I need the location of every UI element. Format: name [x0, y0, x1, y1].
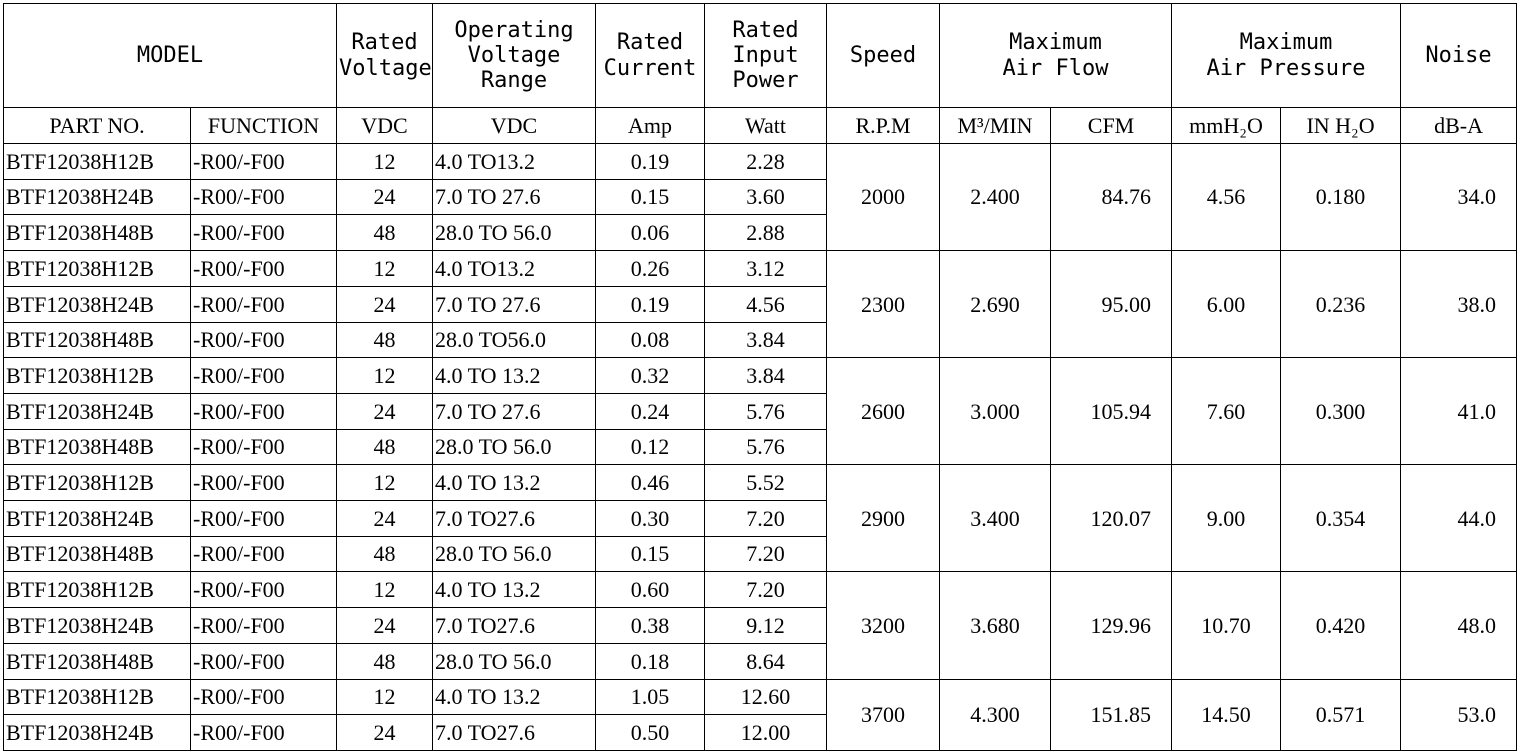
- rated-voltage-cell: 12: [337, 465, 433, 501]
- header-rated-voltage-line2: Voltage: [339, 55, 432, 81]
- function-cell: -R00/-F00: [191, 715, 337, 751]
- table-row: [4, 358, 1517, 394]
- pressure-mm-cell: 14.50: [1172, 679, 1281, 750]
- operating-range-cell: 28.0 TO 56.0: [433, 215, 596, 251]
- rated-current-cell: 0.30: [596, 501, 705, 537]
- flow-m3-cell: 2.690: [940, 251, 1051, 358]
- rated-voltage-cell: 48: [337, 429, 433, 465]
- function-cell: -R00/-F00: [191, 393, 337, 429]
- flow-m3-cell: 3.400: [940, 465, 1051, 572]
- function-cell: -R00/-F00: [191, 215, 337, 251]
- part-number-cell: BTF12038H12B: [4, 465, 191, 501]
- header-max-air-pressure: [1172, 4, 1401, 108]
- header-rated-input-power-line2: Input: [732, 42, 799, 68]
- function-cell: -R00/-F00: [191, 465, 337, 501]
- rated-current-cell: 0.19: [596, 286, 705, 322]
- pressure-in-cell: 0.300: [1281, 358, 1401, 465]
- rated-voltage-cell: 24: [337, 393, 433, 429]
- operating-range-cell: 28.0 TO 56.0: [433, 429, 596, 465]
- speed-cell: 2600: [827, 358, 940, 465]
- function-cell: -R00/-F00: [191, 322, 337, 358]
- input-power-cell: 5.76: [705, 429, 827, 465]
- part-number-cell: BTF12038H12B: [4, 679, 191, 715]
- function-cell: -R00/-F00: [191, 679, 337, 715]
- flow-m3-cell: 3.000: [940, 358, 1051, 465]
- rated-current-cell: 0.26: [596, 251, 705, 287]
- flow-m3-cell: 3.680: [940, 572, 1051, 679]
- rated-voltage-cell: 24: [337, 715, 433, 751]
- rated-current-cell: 1.05: [596, 679, 705, 715]
- flow-cfm-cell: 151.85: [1051, 679, 1172, 750]
- noise-cell: 41.0: [1401, 358, 1517, 465]
- input-power-cell: 9.12: [705, 608, 827, 644]
- rated-current-cell: 0.50: [596, 715, 705, 751]
- header-rated-input-power-line1: Rated: [732, 17, 799, 43]
- rated-voltage-cell: 12: [337, 358, 433, 394]
- speed-cell: 3700: [827, 679, 940, 750]
- operating-range-cell: 7.0 TO27.6: [433, 501, 596, 537]
- rated-voltage-cell: 24: [337, 608, 433, 644]
- operating-range-cell: 4.0 TO 13.2: [433, 465, 596, 501]
- unit-rated-voltage: VDC: [337, 108, 433, 144]
- table-row: [4, 144, 1517, 180]
- input-power-cell: 7.20: [705, 572, 827, 608]
- part-number-cell: BTF12038H48B: [4, 643, 191, 679]
- header-rated-current-line2: Current: [603, 55, 697, 81]
- rated-current-cell: 0.08: [596, 322, 705, 358]
- header-speed: Speed: [827, 4, 940, 108]
- unit-pressure-mm: mmH₂O: [1172, 108, 1281, 144]
- input-power-cell: 12.60: [705, 679, 827, 715]
- header-noise: Noise: [1401, 4, 1517, 108]
- unit-current: Amp: [596, 108, 705, 144]
- flow-cfm-cell: 129.96: [1051, 572, 1172, 679]
- rated-voltage-cell: 48: [337, 643, 433, 679]
- operating-range-cell: 7.0 TO 27.6: [433, 393, 596, 429]
- rated-current-cell: 0.46: [596, 465, 705, 501]
- pressure-mm-cell: 7.60: [1172, 358, 1281, 465]
- unit-power: Watt: [705, 108, 827, 144]
- input-power-cell: 2.88: [705, 215, 827, 251]
- function-cell: -R00/-F00: [191, 429, 337, 465]
- flow-m3-cell: 2.400: [940, 144, 1051, 251]
- part-number-cell: BTF12038H48B: [4, 215, 191, 251]
- header-operating-voltage-line1: Operating: [454, 17, 574, 43]
- flow-cfm-cell: 120.07: [1051, 465, 1172, 572]
- table-row: [4, 679, 1517, 715]
- operating-range-cell: 7.0 TO27.6: [433, 608, 596, 644]
- pressure-in-cell: 0.180: [1281, 144, 1401, 251]
- unit-part-no: PART NO.: [4, 108, 191, 144]
- rated-current-cell: 0.12: [596, 429, 705, 465]
- part-number-cell: BTF12038H24B: [4, 393, 191, 429]
- table-row: [4, 465, 1517, 501]
- rated-current-cell: 0.18: [596, 643, 705, 679]
- part-number-cell: BTF12038H24B: [4, 608, 191, 644]
- header-rated-voltage: [337, 4, 433, 108]
- operating-range-cell: 4.0 TO13.2: [433, 251, 596, 287]
- header-operating-voltage-line3: Range: [480, 68, 548, 94]
- part-number-cell: BTF12038H24B: [4, 501, 191, 537]
- rated-current-cell: 0.60: [596, 572, 705, 608]
- noise-cell: 38.0: [1401, 251, 1517, 358]
- part-number-cell: BTF12038H12B: [4, 144, 191, 180]
- noise-cell: 53.0: [1401, 679, 1517, 750]
- spec-body: [4, 144, 1517, 751]
- rated-voltage-cell: 48: [337, 215, 433, 251]
- input-power-cell: 3.12: [705, 251, 827, 287]
- function-cell: -R00/-F00: [191, 358, 337, 394]
- rated-voltage-cell: 12: [337, 251, 433, 287]
- operating-range-cell: 7.0 TO 27.6: [433, 179, 596, 215]
- header-model: MODEL: [4, 4, 337, 108]
- function-cell: -R00/-F00: [191, 251, 337, 287]
- header-rated-current: [596, 4, 705, 108]
- header-max-air-pressure-line1: Maximum: [1239, 30, 1333, 56]
- operating-range-cell: 4.0 TO 13.2: [433, 358, 596, 394]
- table-row: [4, 572, 1517, 608]
- rated-voltage-cell: 24: [337, 179, 433, 215]
- input-power-cell: 12.00: [705, 715, 827, 751]
- operating-range-cell: 7.0 TO 27.6: [433, 286, 596, 322]
- header-rated-voltage-line1: Rated: [351, 30, 418, 56]
- input-power-cell: 4.56: [705, 286, 827, 322]
- operating-range-cell: 7.0 TO27.6: [433, 715, 596, 751]
- header-rated-current-line1: Rated: [616, 30, 684, 56]
- unit-flow-cfm: CFM: [1051, 108, 1172, 144]
- rated-current-cell: 0.06: [596, 215, 705, 251]
- unit-noise: dB-A: [1401, 108, 1517, 144]
- rated-current-cell: 0.15: [596, 179, 705, 215]
- pressure-mm-cell: 4.56: [1172, 144, 1281, 251]
- part-number-cell: BTF12038H48B: [4, 322, 191, 358]
- rated-voltage-cell: 48: [337, 536, 433, 572]
- part-number-cell: BTF12038H48B: [4, 536, 191, 572]
- unit-speed: R.P.M: [827, 108, 940, 144]
- flow-cfm-cell: 84.76: [1051, 144, 1172, 251]
- pressure-in-cell: 0.354: [1281, 465, 1401, 572]
- function-cell: -R00/-F00: [191, 643, 337, 679]
- header-operating-voltage-line2: Voltage: [467, 42, 561, 68]
- header-max-air-flow-line2: Air Flow: [1002, 55, 1109, 81]
- function-cell: -R00/-F00: [191, 536, 337, 572]
- input-power-cell: 5.76: [705, 393, 827, 429]
- noise-cell: 48.0: [1401, 572, 1517, 679]
- noise-cell: 44.0: [1401, 465, 1517, 572]
- function-cell: -R00/-F00: [191, 572, 337, 608]
- rated-voltage-cell: 12: [337, 572, 433, 608]
- table-row: [4, 251, 1517, 287]
- pressure-in-cell: 0.420: [1281, 572, 1401, 679]
- unit-flow-metric: M³/MIN: [940, 108, 1051, 144]
- rated-current-cell: 0.15: [596, 536, 705, 572]
- rated-voltage-cell: 24: [337, 286, 433, 322]
- rated-current-cell: 0.24: [596, 393, 705, 429]
- operating-range-cell: 4.0 TO13.2: [433, 144, 596, 180]
- pressure-mm-cell: 10.70: [1172, 572, 1281, 679]
- pressure-mm-cell: 9.00: [1172, 465, 1281, 572]
- rated-current-cell: 0.32: [596, 358, 705, 394]
- input-power-cell: 3.84: [705, 322, 827, 358]
- operating-range-cell: 28.0 TO 56.0: [433, 536, 596, 572]
- header-max-air-flow: [940, 4, 1172, 108]
- speed-cell: 3200: [827, 572, 940, 679]
- part-number-cell: BTF12038H24B: [4, 179, 191, 215]
- input-power-cell: 3.84: [705, 358, 827, 394]
- function-cell: -R00/-F00: [191, 286, 337, 322]
- rated-current-cell: 0.38: [596, 608, 705, 644]
- speed-cell: 2900: [827, 465, 940, 572]
- pressure-mm-cell: 6.00: [1172, 251, 1281, 358]
- flow-m3-cell: 4.300: [940, 679, 1051, 750]
- unit-operating-voltage: VDC: [433, 108, 596, 144]
- rated-current-cell: 0.19: [596, 144, 705, 180]
- input-power-cell: 7.20: [705, 536, 827, 572]
- input-power-cell: 7.20: [705, 501, 827, 537]
- part-number-cell: BTF12038H12B: [4, 358, 191, 394]
- input-power-cell: 5.52: [705, 465, 827, 501]
- part-number-cell: BTF12038H12B: [4, 572, 191, 608]
- function-cell: -R00/-F00: [191, 144, 337, 180]
- rated-voltage-cell: 12: [337, 144, 433, 180]
- noise-cell: 34.0: [1401, 144, 1517, 251]
- fan-spec-table: [3, 3, 1517, 751]
- flow-cfm-cell: 95.00: [1051, 251, 1172, 358]
- header-rated-input-power-line3: Power: [732, 68, 799, 94]
- pressure-in-cell: 0.571: [1281, 679, 1401, 750]
- header-max-air-pressure-line2: Air Pressure: [1206, 55, 1366, 81]
- part-number-cell: BTF12038H24B: [4, 286, 191, 322]
- speed-cell: 2300: [827, 251, 940, 358]
- part-number-cell: BTF12038H48B: [4, 429, 191, 465]
- header-operating-voltage: [433, 4, 596, 108]
- header-max-air-flow-line1: Maximum: [1009, 30, 1102, 56]
- input-power-cell: 2.28: [705, 144, 827, 180]
- input-power-cell: 3.60: [705, 179, 827, 215]
- operating-range-cell: 4.0 TO 13.2: [433, 572, 596, 608]
- part-number-cell: BTF12038H12B: [4, 251, 191, 287]
- header-rated-input-power: [705, 4, 827, 108]
- rated-voltage-cell: 24: [337, 501, 433, 537]
- function-cell: -R00/-F00: [191, 179, 337, 215]
- rated-voltage-cell: 12: [337, 679, 433, 715]
- input-power-cell: 8.64: [705, 643, 827, 679]
- speed-cell: 2000: [827, 144, 940, 251]
- flow-cfm-cell: 105.94: [1051, 358, 1172, 465]
- pressure-in-cell: 0.236: [1281, 251, 1401, 358]
- unit-function: FUNCTION: [191, 108, 337, 144]
- operating-range-cell: 28.0 TO56.0: [433, 322, 596, 358]
- header-row: [4, 4, 1517, 108]
- function-cell: -R00/-F00: [191, 501, 337, 537]
- part-number-cell: BTF12038H24B: [4, 715, 191, 751]
- operating-range-cell: 28.0 TO 56.0: [433, 643, 596, 679]
- function-cell: -R00/-F00: [191, 608, 337, 644]
- rated-voltage-cell: 48: [337, 322, 433, 358]
- units-row: [4, 108, 1517, 144]
- unit-pressure-in: IN H₂O: [1281, 108, 1401, 144]
- operating-range-cell: 4.0 TO 13.2: [433, 679, 596, 715]
